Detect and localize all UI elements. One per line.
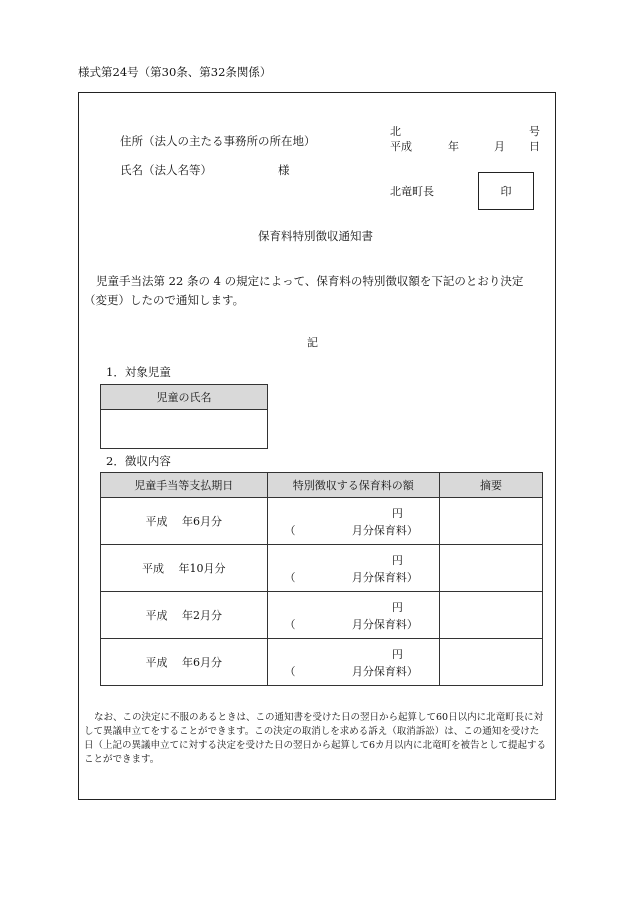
doc-number-prefix: 北 — [390, 125, 401, 138]
row-remarks — [439, 592, 542, 639]
row-date: 平成 年2月分 — [101, 592, 268, 639]
open-paren: （ — [284, 665, 296, 678]
col-amount: 特別徴収する保育料の額 — [267, 473, 439, 498]
document-title: 保育料特別徴収通知書 — [258, 229, 373, 243]
open-paren: （ — [284, 571, 296, 584]
row-remarks — [439, 545, 542, 592]
honorific: 様 — [278, 163, 290, 177]
col-remarks: 摘要 — [439, 473, 542, 498]
child-name-header: 児童の氏名 — [101, 385, 268, 410]
row-amount — [267, 498, 439, 545]
form-number: 様式第24号（第30条、第32条関係） — [78, 65, 272, 79]
row-amount — [267, 639, 439, 686]
month-note: 月分保育料） — [351, 618, 418, 631]
col-payment-date: 児童手当等支払期日 — [101, 473, 268, 498]
table-row — [101, 639, 543, 686]
issuer-title: 北竜町長 — [390, 185, 434, 198]
child-name-cell — [101, 410, 268, 449]
name-label: 氏名（法人名等） — [120, 163, 212, 177]
ki-label: 記 — [307, 336, 318, 349]
row-date: 平成 年10月分 — [101, 545, 268, 592]
section2-heading: 2．徴収内容 — [106, 454, 171, 468]
date-month: 月 — [494, 140, 505, 153]
collection-table — [100, 472, 543, 686]
seal-box — [478, 172, 534, 210]
body-text: 児童手当法第 22 条の 4 の規定によって、保育料の特別徴収額を下記のとおり決定（変更）したので通知します。 — [84, 274, 524, 307]
month-note: 月分保育料） — [351, 665, 418, 678]
date-era: 平成 — [390, 140, 412, 153]
yen-label: 円 — [391, 507, 403, 520]
table-row — [101, 592, 543, 639]
address-label: 住所（法人の主たる事務所の所在地） — [120, 134, 316, 148]
child-table — [100, 384, 268, 449]
row-remarks — [439, 498, 542, 545]
table-row — [101, 498, 543, 545]
yen-label: 円 — [391, 648, 403, 661]
row-amount — [267, 592, 439, 639]
open-paren: （ — [284, 618, 296, 631]
date-day: 日 — [529, 140, 540, 153]
month-note: 月分保育料） — [351, 524, 418, 537]
date-year: 年 — [448, 140, 459, 153]
table-row — [101, 545, 543, 592]
open-paren: （ — [284, 524, 296, 537]
appeal-footnote: なお、この決定に不服のあるときは、この通知書を受けた日の翌日から起算して60日以内に北竜町長に対して異議申立てをすることができます。この決定の取消しを求める訴え（取消訴訟）は、この通知を受けた日（上記の異議申立てに対する決定を受けた日の翌日から起算して6カ月以内に北竜町を被告として提起することができます。 — [84, 712, 547, 765]
seal-label: 印 — [500, 185, 512, 198]
doc-number-suffix: 号 — [529, 125, 540, 138]
row-remarks — [439, 639, 542, 686]
month-note: 月分保育料） — [351, 571, 418, 584]
yen-label: 円 — [391, 601, 403, 614]
row-date: 平成 年6月分 — [101, 498, 268, 545]
row-amount — [267, 545, 439, 592]
row-date: 平成 年6月分 — [101, 639, 268, 686]
section1-heading: 1．対象児童 — [106, 365, 171, 379]
yen-label: 円 — [391, 554, 403, 567]
